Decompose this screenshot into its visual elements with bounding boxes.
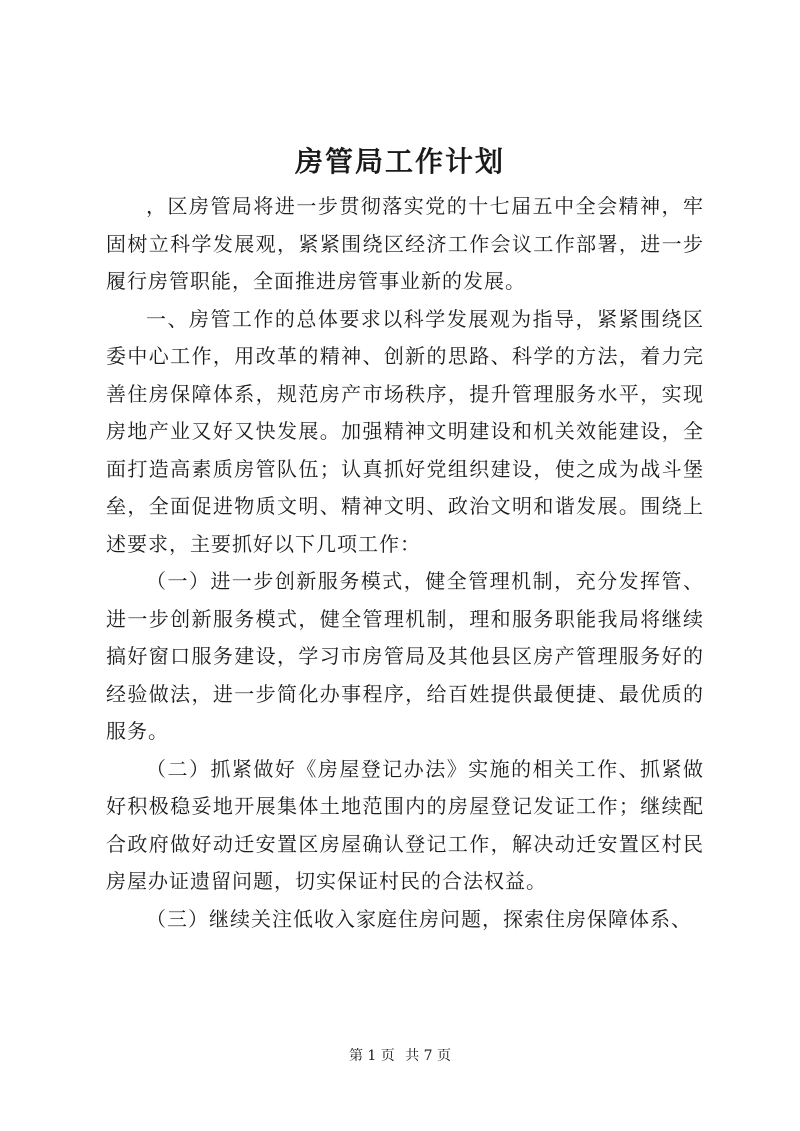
document-body bbox=[106, 188, 704, 938]
document-title: 房管局工作计划 bbox=[294, 145, 505, 178]
page-footer bbox=[0, 1046, 800, 1066]
paragraph-intro: ，区房管局将进一步贯彻落实党的十七届五中全会精神，牢固树立科学发展观，紧紧围绕区经济工作会议工作部署，进一步履行房管职能，全面推进房管事业新的发展。 bbox=[106, 194, 704, 293]
paragraph-general-requirements: 一、房管工作的总体要求以科学发展观为指导，紧紧围绕区委中心工作，用改革的精神、创新的思路、科学的方法，着力完善住房保障体系，规范房产市场秩序，提升管理服务水平，实现房地产业又好又快发展。加强精神文明建设和机关效能建设，全面打造高素质房管队伍；认真抓好党组织建设，使之成为战斗堡垒，全面促进物质文明、精神文明、政治文明和谐发展。围绕上述要求，主要抓好以下几项工作： bbox=[106, 306, 704, 556]
page-total: 共 7 页 bbox=[405, 1048, 452, 1064]
page-number: 第 1 页 bbox=[348, 1048, 395, 1064]
paragraph-item-one: （一）进一步创新服务模式，健全管理机制，充分发挥管、进一步创新服务模式，健全管理机制，理和服务职能我局将继续搞好窗口服务建设，学习市房管局及其他县区房产管理服务好的经验做法，进一步简化办事程序，给百姓提供最便捷、最优质的服务。 bbox=[106, 569, 704, 743]
paragraph-item-two: （二）抓紧做好《房屋登记办法》实施的相关工作、抓紧做好积极稳妥地开展集体土地范围内的房屋登记发证工作；继续配合政府做好动迁安置区房屋确认登记工作，解决动迁安置区村民房屋办证遗留问题，切实保证村民的合法权益。 bbox=[106, 756, 704, 893]
paragraph-item-three: （三）继续关注低收入家庭住房问题，探索住房保障体系、 bbox=[146, 906, 692, 931]
